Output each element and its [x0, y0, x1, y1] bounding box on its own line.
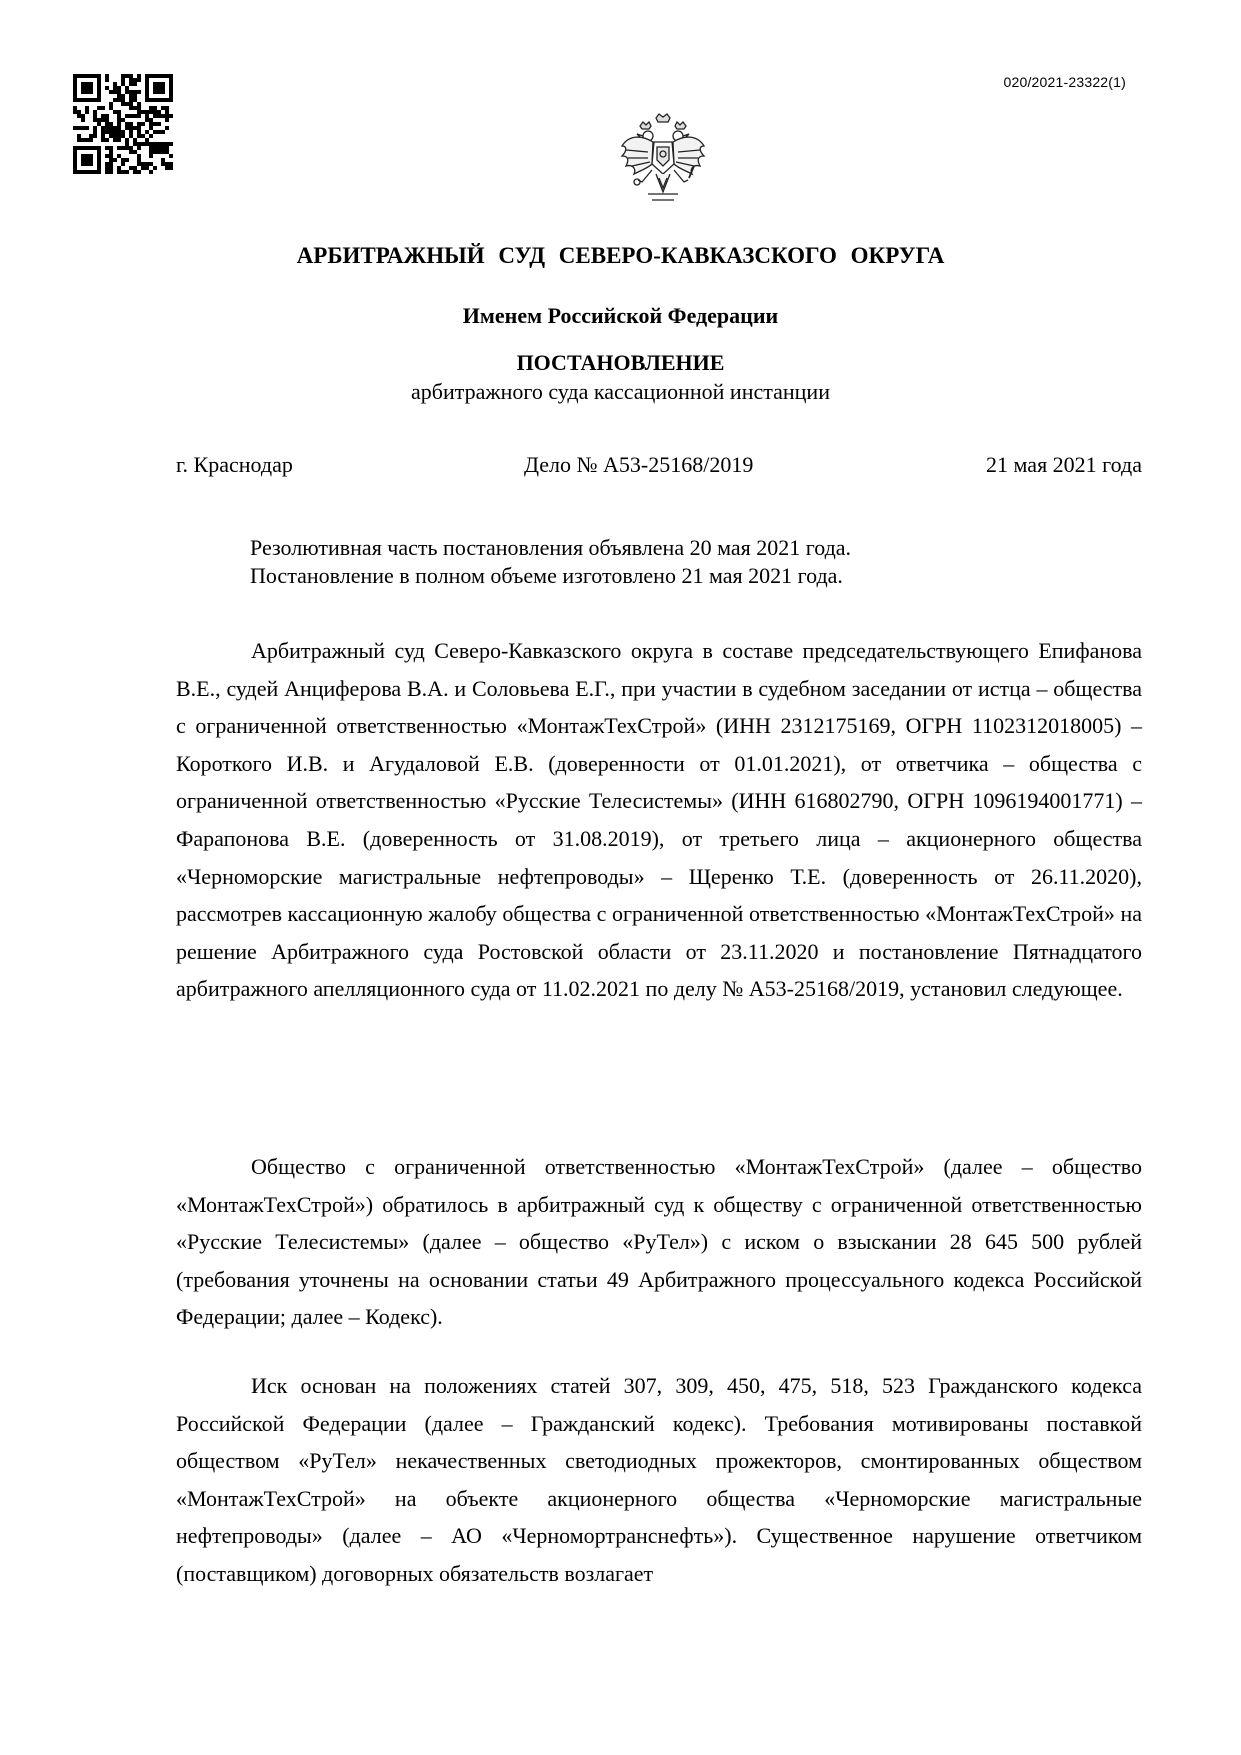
in-name-line: Именем Российской Федерации [462, 303, 779, 328]
body-paragraph: Арбитражный суд Северо-Кавказского округа в составе председательствующего Епифанова В.Е., судей Анциферова В.А. и Соловьева Е.Г., при участии в судебном заседании от истца – общества с ограниченной ответственностью «МонтажТехСтрой» (ИНН 2312175169, ОГРН 1102312018005) – Короткого И.В. и Агудаловой Е.В. (доверенности от 01.01.2021), от ответчика – общества с ограниченной ответственностью «Русские Телесистемы» (ИНН 616802790, ОГРН 1096194001771) – Фарапонова В.Е. (доверенность от 31.08.2019), от третьего лица – акционерного общества «Черноморские магистральные нефтепроводы» – Щеренко Т.Е. (доверенность от 26.11.2020), рассмотрев кассационную жалобу общества с ограниченной ответственностью «МонтажТехСтрой» на решение Арбитражного суда Ростовской области от 23.11.2020 и постановление Пятнадцатого арбитражного апелляционного суда от 11.02.2021 по делу № А53-25168/2019, установил следующее. [176, 638, 1142, 1002]
court-name: АРБИТРАЖНЫЙ СУД СЕВЕРО-КАВКАЗСКОГО ОКРУГА [296, 243, 945, 268]
announcement-line: Постановление в полном объеме изготовлено 21 мая 2021 года. [250, 563, 843, 588]
document-id: 020/2021-23322(1) [1003, 74, 1126, 90]
announcement-line: Резолютивная часть постановления объявлена 20 мая 2021 года. [250, 535, 852, 560]
coat-of-arms-icon [618, 112, 708, 210]
city: г. Краснодар [176, 452, 293, 477]
case-number: Дело № А53-25168/2019 [524, 452, 754, 477]
qr-code-icon [73, 74, 173, 174]
document-subtitle: арбитражного суда кассационной инстанции [411, 379, 830, 404]
body-paragraph: Иск основан на положениях статей 307, 309, 450, 475, 518, 523 Гражданского кодекса Российской Федерации (далее – Гражданский кодекс). Требования мотивированы поставкой обществом «РуТел» некачественных светодиодных прожекторов, смонтированных обществом «МонтажТехСтрой» на объекте акционерного общества «Черноморские магистральные нефтепроводы» (далее – АО «Черномортранснефть»). Существенное нарушение ответчиком (поставщиком) договорных обязательств возлагает [176, 1373, 1142, 1586]
decision-date: 21 мая 2021 года [986, 452, 1142, 477]
document-type: ПОСТАНОВЛЕНИЕ [516, 350, 725, 375]
body-paragraph: Общество с ограниченной ответственностью «МонтажТехСтрой» (далее – общество «МонтажТехСтрой») обратилось в арбитражный суд к обществу с ограниченной ответственностью «Русские Телесистемы» (далее – общество «РуТел») с иском о взыскании 28 645 500 рублей (требования уточнены на основании статьи 49 Арбитражного процессуального кодекса Российской Федерации; далее – Кодекс). [176, 1154, 1142, 1330]
